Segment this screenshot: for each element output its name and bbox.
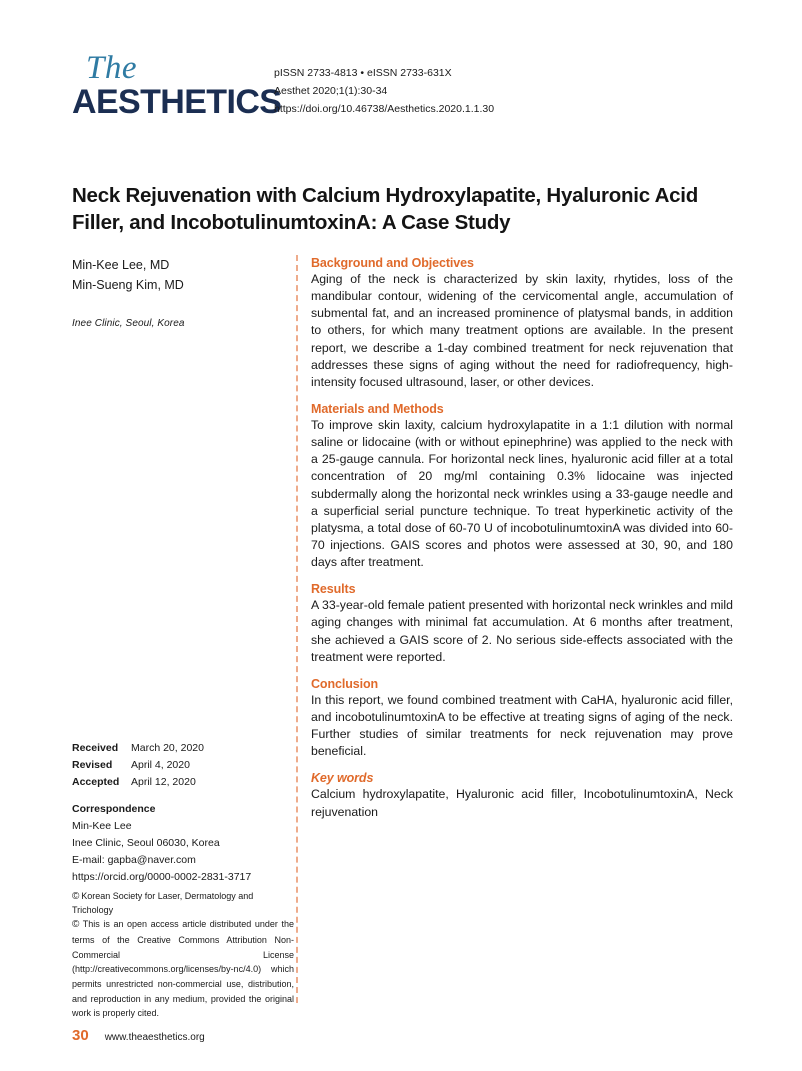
- citation-line: Aesthet 2020;1(1):30-34: [274, 85, 388, 98]
- correspondence-orcid[interactable]: https://orcid.org/0000-0002-2831-3717: [72, 871, 252, 883]
- received-row: [72, 740, 287, 757]
- creative-commons-icon: ©: [72, 919, 80, 930]
- author-list: [72, 255, 284, 296]
- correspondence-name: Min-Kee Lee: [72, 820, 132, 832]
- page-number: 30: [72, 1027, 89, 1044]
- author-affiliation: Inee Clinic, Seoul, Korea: [72, 317, 185, 329]
- section-heading: Materials and Methods: [311, 401, 444, 416]
- abstract: [311, 256, 733, 821]
- section-body: Aging of the neck is characterized by skin laxity, rhytides, loss of the mandibular contour, widening of the cervicomental angle, accumulation of submental fat, and an increased prominence of platysmal bands, in addition to others, for which many treatment options are available. In the present report, we describe a 1-day combined treatment for neck rejuvenation that addresses these signs of aging without the need for radiofrequency, high-intensity focused ultrasound, laser, or other devices.: [311, 272, 733, 389]
- abstract-section-keywords: [311, 771, 733, 820]
- abstract-section-conclusion: [311, 677, 733, 761]
- received-label: Received: [72, 742, 119, 754]
- journal-logo: [72, 50, 282, 121]
- masthead: [72, 50, 732, 120]
- revised-value: April 4, 2020: [131, 759, 190, 771]
- accepted-value: April 12, 2020: [131, 776, 196, 788]
- section-heading: Background and Objectives: [311, 256, 474, 270]
- copyright-holder-line: [72, 889, 294, 918]
- section-body: In this report, we found combined treatment with CaHA, hyaluronic acid filler, and incobotulinumtoxinA to be effective at treating signs of aging of the neck. Further studies of similar treatments for neck rejuvenation may prove beneficial.: [311, 692, 733, 759]
- section-body: A 33-year-old female patient presented with horizontal neck wrinkles and mild aging changes with minimal fat accumulation. At 6 months after treatment, she achieved a GAIS score of 2. No serious side-effects associated with the treatment were reported.: [311, 598, 733, 664]
- correspondence-heading: Correspondence: [72, 803, 156, 815]
- page-footer: [72, 1027, 205, 1044]
- doi-line[interactable]: https://doi.org/10.46738/Aesthetics.2020.1.1.30: [274, 103, 495, 116]
- keywords-body: Calcium hydroxylapatite, Hyaluronic acid filler, IncobotulinumtoxinA, Neck rejuvenation: [311, 787, 733, 819]
- author-block: [72, 255, 284, 329]
- issn-line: pISSN 2733-4813 • eISSN 2733-631X: [274, 67, 452, 79]
- journal-website-url[interactable]: www.theaesthetics.org: [104, 1032, 205, 1043]
- correspondence-block: [72, 801, 297, 886]
- author-name: Min-Kee Lee, MD: [72, 258, 170, 272]
- logo-the-word: The: [86, 50, 137, 86]
- column-divider: [296, 255, 298, 1003]
- correspondence-address: Inee Clinic, Seoul 06030, Korea: [72, 837, 220, 849]
- revised-label: Revised: [72, 759, 113, 771]
- author-name: Min-Sueng Kim, MD: [72, 278, 184, 293]
- article-title: Neck Rejuvenation with Calcium Hydroxylapatite, Hyaluronic Acid Filler, and IncobotulinumtoxinA: A Case Study: [72, 183, 698, 234]
- accepted-row: [72, 774, 287, 791]
- submission-dates: [72, 740, 287, 791]
- received-value: March 20, 2020: [131, 742, 204, 754]
- accepted-label: Accepted: [72, 776, 120, 788]
- section-heading: Conclusion: [311, 676, 379, 691]
- section-body: To improve skin laxity, calcium hydroxylapatite in a 1:1 dilution with normal saline or lidocaine (with or without epinephrine) was applied to the neck with a 25-gauge cannula. For horizontal neck lines, hyaluronic acid filler at a total concentration of 20 mg/ml containing 0.3% lidocaine was injected subdermally along the horizontal neck wrinkles using a 33-gauge needle and a superficial serial puncture technique. To treat hyperkinetic activity of the platysma, a total dose of 60-70 U of incobotulinumtoxinA was divided into 60-70 injections. GAIS scores and photos were assessed at 30, 90, and 180 days after treatment.: [311, 417, 733, 570]
- correspondence-email[interactable]: E-mail: gapba@naver.com: [72, 854, 196, 866]
- copyright-holder: Korean Society for Laser, Dermatology and Trichology: [72, 891, 254, 915]
- abstract-section-background: [311, 256, 733, 391]
- copyright-icon: ©: [72, 891, 80, 902]
- license-note: [72, 917, 294, 1021]
- abstract-section-methods: [311, 402, 733, 571]
- abstract-section-results: [311, 582, 733, 666]
- license-text: This is an open access article distributed under the terms of the Creative Commons Attribution Non-Commercial License (http://creativecommons.org/licenses/by-nc/4.0) which permits unrestricted non-commercial use, distribution, and reproduction in any medium, provided the original work is properly cited.: [72, 919, 294, 1019]
- logo-aesthetics-word: AESTHETICS: [72, 82, 282, 121]
- journal-metadata: [262, 50, 732, 118]
- section-heading: Results: [311, 582, 356, 597]
- revised-row: [72, 757, 287, 774]
- keywords-heading: Key words: [311, 771, 374, 786]
